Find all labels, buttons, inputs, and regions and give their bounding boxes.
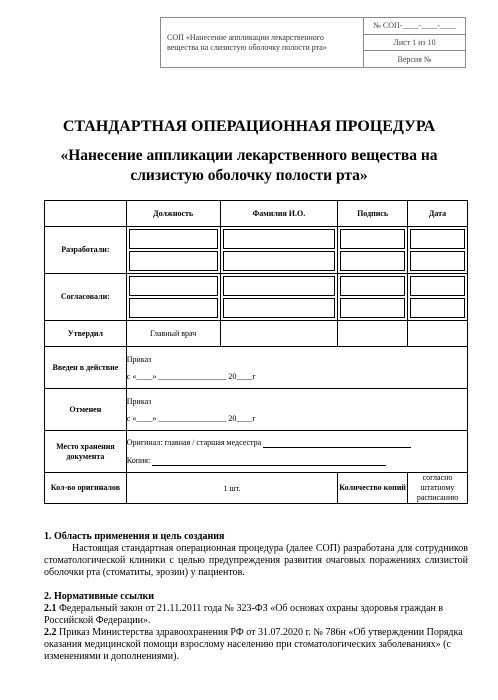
table-corner-cell (45, 201, 127, 227)
page-subtitle: «Нанесение аппликации лекарственного вещества на слизистую оболочку полости рта» (60, 147, 438, 184)
cell-agreed-name[interactable] (220, 274, 338, 321)
section-2-heading: 2. Нормативные ссылки (44, 591, 155, 602)
cell-developed-signature[interactable] (338, 227, 408, 274)
cell-approved-name[interactable] (220, 321, 338, 347)
row-label-originals-count: Кол-во оригиналов (45, 473, 127, 504)
cell-agreed-signature[interactable] (338, 274, 408, 321)
ref-2-text: Приказ Министерства здравоохранения РФ от 31.07.2020 г. № 786н «Об утверждении Порядка оказания медицинской помощи взрослому населению при стоматологических заболеваниях» (с изменениями и дополнениями). (44, 627, 463, 662)
document-header (160, 17, 466, 68)
cell-approved-signature[interactable] (338, 321, 408, 347)
row-label-location: Место хранения документа (45, 431, 127, 473)
section-1-text: Настоящая стандартная операционная процедура (далее СОП) разработана для сотрудников стоматологической клиники с целью предупреждения развития очаговых поражениях слизистой оболочки рта (стоматиты, эрозии) у пациентов. (44, 543, 468, 578)
table-row-introduced (45, 347, 468, 389)
table-row-counts (45, 473, 468, 504)
location-copies-label: Копия: (126, 456, 151, 465)
col-header-name: Фамилия И.О. (220, 201, 338, 227)
ref-2-number: 2.2 (44, 627, 57, 638)
cell-agreed-position[interactable] (126, 274, 220, 321)
col-header-position: Должность (126, 201, 220, 227)
row-label-agreed: Согласовали: (45, 274, 127, 321)
introduced-order-date: с «____» _________________ 20____г (126, 371, 256, 381)
cell-introduced-order[interactable] (126, 347, 467, 389)
table-row-cancelled (45, 389, 468, 431)
header-version: Версия № (397, 54, 432, 64)
label-copies-count: Количество копий (338, 473, 408, 504)
table-row-approved (45, 321, 468, 347)
header-sop-title-line2: вещества на слизистую оболочку полости рта» (167, 42, 327, 52)
cell-location[interactable] (126, 431, 467, 473)
introduced-order-label: Приказ (126, 354, 152, 364)
section-1-heading: 1. Область применения и цель создания (44, 531, 225, 542)
table-row-agreed (45, 274, 468, 321)
location-copies (127, 455, 467, 466)
section-2 (44, 591, 468, 663)
cell-developed-position[interactable] (126, 227, 220, 274)
approval-table (44, 200, 468, 504)
row-label-cancelled: Отменен (45, 389, 127, 431)
col-header-signature: Подпись (338, 201, 408, 227)
row-label-approved: Утвердил (45, 321, 127, 347)
col-header-date: Дата (408, 201, 468, 227)
header-sheet: Лист 1 из 10 (364, 35, 465, 52)
section-2-ref-2 (44, 627, 468, 663)
cell-developed-name[interactable] (220, 227, 338, 274)
header-sop-title (161, 18, 364, 67)
ref-1-text: Федеральный закон от 21.11.2011 года № 323-ФЗ «Об основах охраны здоровья граждан в Российской Федерации». (44, 603, 444, 626)
cell-copies-count: согласно штатному расписанию (408, 473, 468, 504)
cell-developed-date[interactable] (408, 227, 468, 274)
cell-approved-position: Главный врач (126, 321, 220, 347)
header-sop-title-line1: СОП «Нанесение аппликации лекарственного (167, 32, 324, 42)
table-row-developed (45, 227, 468, 274)
cell-approved-date[interactable] (408, 321, 468, 347)
section-2-ref-1 (44, 603, 468, 627)
location-original-label: Оригинал: главная / старшая медсестра (126, 438, 262, 447)
cell-originals-count: 1 шт. (126, 473, 337, 504)
cell-cancelled-order[interactable] (126, 389, 467, 431)
row-label-developed: Разработали: (45, 227, 127, 274)
header-sop-number: № СОП-____-____-____ (364, 18, 465, 35)
location-original (127, 437, 467, 448)
table-row-location (45, 431, 468, 473)
row-label-introduced: Введен в действие (45, 347, 127, 389)
section-1 (44, 531, 468, 579)
table-header-row (45, 201, 468, 227)
cancelled-order-date: с «____» _________________ 20____г (126, 413, 256, 423)
cancelled-order-label: Приказ (126, 396, 152, 406)
header-meta (364, 18, 465, 67)
page-title: СТАНДАРТНАЯ ОПЕРАЦИОННАЯ ПРОЦЕДУРА (62, 118, 436, 135)
cell-agreed-date[interactable] (408, 274, 468, 321)
ref-1-number: 2.1 (44, 603, 57, 614)
